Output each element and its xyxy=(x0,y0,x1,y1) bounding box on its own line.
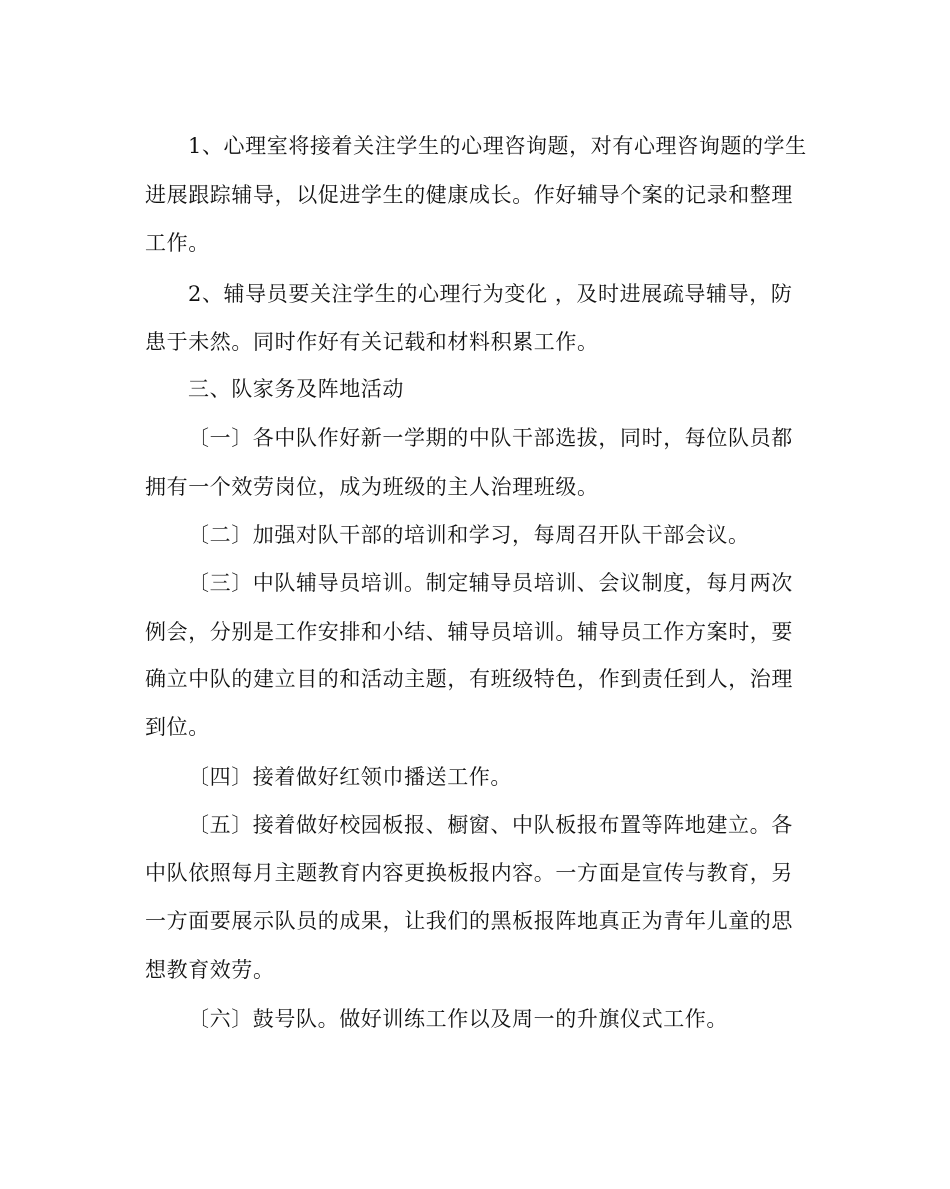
text-line: 〔一〕各中队作好新一学期的中队干部选拔，同时，每位队员都 xyxy=(188,426,793,450)
text-line: 工作。 xyxy=(145,231,210,255)
text-line: 到位。 xyxy=(145,715,210,739)
text-line: 中队依照每月主题教育内容更换板报内容。一方面是宣传与教育，另 xyxy=(145,861,793,885)
text-line: 患于未然。同时作好有关记载和材料积累工作。 xyxy=(145,330,599,354)
text-line: 〔五〕接着做好校园板报、橱窗、中队板报布置等阵地建立。各 xyxy=(188,813,793,837)
text-line: 〔二〕加强对队干部的培训和学习，每周召开队干部会议。 xyxy=(188,523,750,547)
text-line: 1、心理室将接着关注学生的心理咨询题，对有心理咨询题的学生 xyxy=(188,134,807,158)
text-line: 进展跟踪辅导，以促进学生的健康成长。作好辅导个案的记录和整理 xyxy=(145,183,793,207)
text-line: 想教育效劳。 xyxy=(145,958,275,982)
text-line: 〔四〕接着做好红领巾播送工作。 xyxy=(188,765,512,789)
section-heading: 三、队家务及阵地活动 xyxy=(188,377,404,401)
text-line: 确立中队的建立目的和活动主题，有班级特色，作到责任到人，治理 xyxy=(145,667,793,691)
text-line: 2、辅导员要关注学生的心理行为变化 ，及时进展疏导辅导，防 xyxy=(188,282,793,306)
text-line: 拥有一个效劳岗位，成为班级的主人治理班级。 xyxy=(145,475,599,499)
text-line: 例会，分别是工作安排和小结、辅导员培训。辅导员工作方案时，要 xyxy=(145,620,793,644)
text-line: 〔三〕中队辅导员培训。制定辅导员培训、会议制度，每月两次 xyxy=(188,571,793,595)
text-line: 〔六〕鼓号队。做好训练工作以及周一的升旗仪式工作。 xyxy=(188,1007,728,1031)
text-line: 一方面要展示队员的成果，让我们的黑板报阵地真正为青年儿童的思 xyxy=(145,909,793,933)
